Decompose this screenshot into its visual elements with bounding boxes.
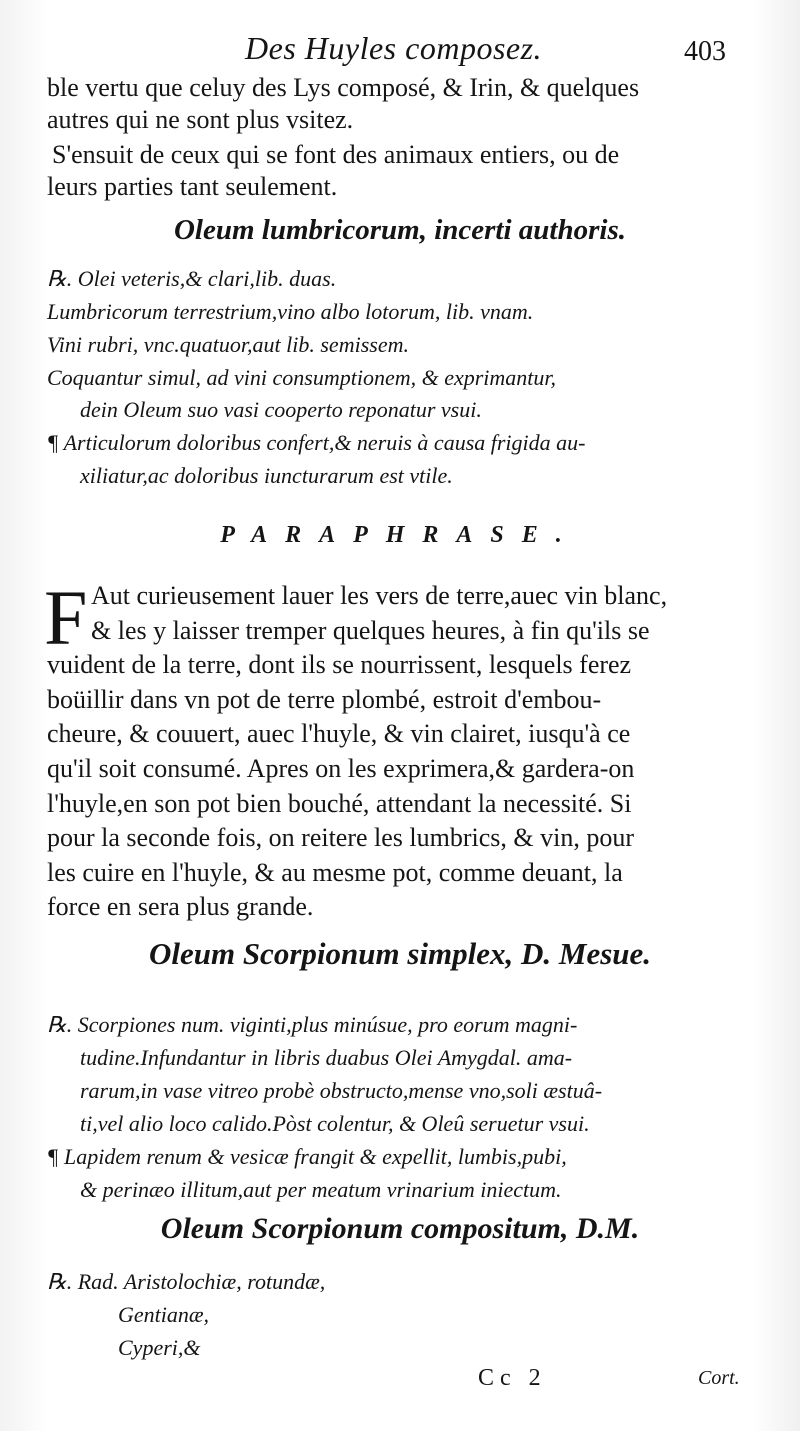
paraphrase-line: vuident de la terre, dont ils se nourrissent, lesquels ferez	[47, 650, 632, 680]
paraphrase-paragraph	[47, 579, 755, 925]
intro-line: autres qui ne sont plus vsitez.	[47, 105, 354, 134]
virtue-line: & perinæo illitum,aut per meatum vrinarium iniectum.	[80, 1177, 562, 1202]
recipe-line: ℞. Scorpiones num. viginti,plus minúsue, pro eorum magni-	[47, 1012, 578, 1037]
paraphrase-line: qu'il soit consumé. Apres on les exprimera,& gardera-on	[47, 753, 635, 783]
recipe-line: ℞. Olei veteris,& clari,lib. duas.	[47, 266, 337, 291]
recipe-line: ti,vel alio loco calido.Pòst colentur, & Oleû seruetur vsui.	[80, 1111, 590, 1136]
paraphrase-line: boüillir dans vn pot de terre plombé, estroit d'embou-	[47, 684, 602, 714]
intro-line: leurs parties tant seulement.	[47, 172, 338, 201]
intro-line: S'ensuit de ceux qui se font des animaux entiers, ou de	[52, 140, 620, 169]
paraphrase-line: & les y laisser tremper quelques heures, à fin qu'ils se	[91, 615, 650, 645]
recipe-title: Oleum Scorpionum simplex, D. Mesue.	[148, 936, 652, 971]
catchword: Cort.	[698, 1367, 740, 1389]
recipe-line: dein Oleum suo vasi cooperto reponatur vsui.	[80, 397, 482, 422]
recipe-title: Oleum lumbricorum, incerti authoris.	[173, 214, 626, 246]
recipe-item: Gentianæ,	[118, 1302, 210, 1327]
virtue-line: ¶ Articulorum doloribus confert,& neruis à causa frigida au-	[47, 430, 586, 455]
drop-cap: F	[44, 574, 88, 661]
paraphrase-line: l'huyle,en son pot bien bouché, attendant la necessité. Si	[47, 788, 632, 818]
page-header	[0, 28, 800, 78]
recipe-line: ℞. Rad. Aristolochiæ, rotundæ,	[47, 1269, 326, 1294]
recipe-line: Vini rubri, vnc.quatuor,aut lib. semissem.	[47, 332, 409, 357]
paraphrase-line: pour la seconde fois, on reitere les lumbrics, & vin, pour	[47, 823, 635, 853]
recipe-line: Coquantur simul, ad vini consumptionem, & exprimantur,	[47, 365, 557, 390]
paraphrase-heading: PARAPHRASE.	[220, 522, 580, 548]
running-title: Des Huyles composez.	[245, 30, 543, 66]
page-number: 403	[684, 36, 726, 67]
recipe-line: tudine.Infundantur in libris duabus Olei Amygdal. ama-	[80, 1045, 573, 1070]
paraphrase-line: force en sera plus grande.	[47, 892, 314, 922]
virtue-line: ¶ Lapidem renum & vesicæ frangit & expellit, lumbis,pubi,	[47, 1144, 567, 1169]
recipe-item: Cyperi,&	[118, 1335, 201, 1360]
paraphrase-line: cheure, & couuert, auec l'huyle, & vin clairet, iusqu'à ce	[47, 719, 631, 749]
recipe-title: Oleum Scorpionum compositum, D.M.	[160, 1212, 640, 1245]
virtue-line: xiliatur,ac doloribus iuncturarum est vtile.	[80, 463, 453, 488]
paraphrase-line: les cuire en l'huyle, & au mesme pot, comme deuant, la	[47, 857, 623, 887]
signature-mark: Cc 2	[478, 1365, 547, 1391]
recipe-line: Lumbricorum terrestrium,vino albo lotorum, lib. vnam.	[47, 299, 534, 324]
intro-line: ble vertu que celuy des Lys composé, & Irin, & quelques	[47, 73, 640, 102]
paraphrase-line: Aut curieusement lauer les vers de terre,auec vin blanc,	[91, 581, 668, 610]
recipe-line: rarum,in vase vitreo probè obstructo,mense vno,soli æstuâ-	[80, 1078, 603, 1103]
